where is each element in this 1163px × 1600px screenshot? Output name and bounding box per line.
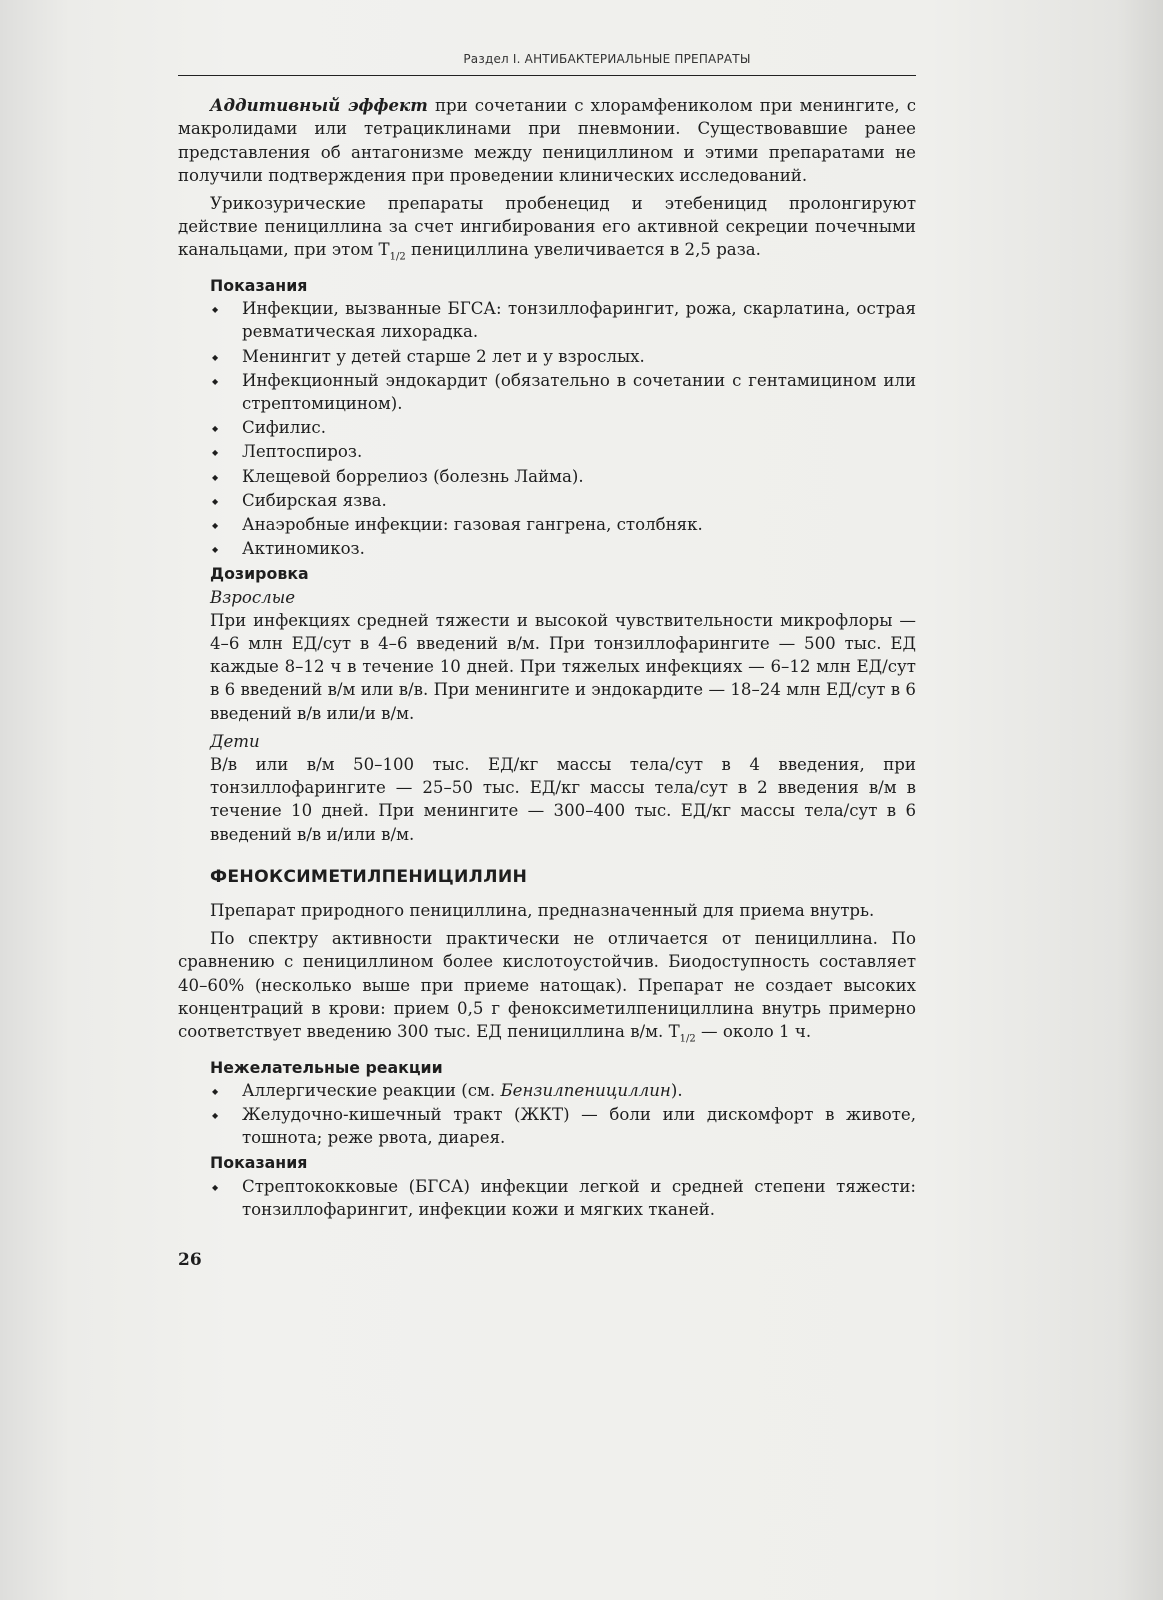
indications2-list	[178, 1175, 916, 1221]
uricosuric-paragraph	[178, 192, 916, 269]
indications-list	[178, 297, 916, 560]
additive-term: Аддитивный эффект	[210, 95, 428, 116]
drug-paragraph-2-text-a: По спектру активности практически не отличается от пенициллина. По сравнению с пенициллином более кислотоустойчив. Биодоступность составляет 40–60% (несколько выше при приеме натощак). Препарат не создает высоких концентраций в крови: прием 0,5 г феноксиметилпенициллина внутрь примерно соответствует введению 300 тыс. ЕД пенициллина в/м. T	[178, 929, 916, 1042]
drug-paragraph-1: Препарат природного пенициллина, предназначенный для приема внутрь.	[210, 901, 875, 921]
dosage-heading: Дозировка	[210, 564, 309, 584]
list-item: ◆ Инфекции, вызванные БГСА: тонзиллофарингит, рожа, скарлатина, острая ревматическая лихорадка.	[242, 297, 916, 343]
list-item: ◆ Актиномикоз.	[242, 537, 916, 560]
book-page	[178, 48, 916, 1272]
drug-paragraph-2	[178, 927, 916, 1050]
adults-subheading: Взрослые	[210, 587, 296, 607]
list-item-text: ).	[670, 1080, 683, 1100]
list-item: ◆ Менингит у детей старше 2 лет и у взрослых.	[242, 345, 916, 368]
list-item	[242, 1103, 916, 1149]
children-subheading: Дети	[210, 731, 260, 751]
list-item: ◆ Клещевой боррелиоз (болезнь Лайма).	[242, 465, 916, 488]
adverse-heading: Нежелательные реакции	[210, 1057, 443, 1077]
running-head: Раздел I. АНТИБАКТЕРИАЛЬНЫЕ ПРЕПАРАТЫ	[178, 48, 916, 76]
half-life-subscript: 1/2	[389, 251, 406, 263]
adverse-list	[178, 1079, 916, 1150]
additive-text: при сочетании с хлорамфениколом при менингите, с макролидами или тетрациклинами при пневмонии. Существовавшие ранее представления об антагонизме между пенициллином и этими препаратами не получили подтверждения при проведении клинических исследований.	[178, 96, 917, 185]
list-item: ◆ Инфекционный эндокардит (обязательно в сочетании с гентамицином или стрептомицином).	[242, 369, 916, 415]
children-dosage-text: В/в или в/м 50–100 тыс. ЕД/кг массы тела/сут в 4 введения, при тонзиллофарингите — 25–50 тыс. ЕД/кг массы тела/сут в 2 введения в/м в течение 10 дней. При менингите — 300–400 тыс. ЕД/кг массы тела/сут в 6 введений в/в и/или в/м.	[210, 755, 916, 844]
list-item-text: Аллергические реакции (см.	[242, 1080, 501, 1100]
indications2-heading: Показания	[210, 1153, 308, 1173]
drug-paragraph-2-text-b: — около 1 ч.	[695, 1022, 812, 1042]
list-item: ◆ Стрептококковые (БГСА) инфекции легкой и средней степени тяжести: тонзиллофарингит, инфекции кожи и мягких тканей.	[242, 1175, 916, 1221]
list-item: ◆ Лептоспироз.	[242, 440, 916, 463]
list-item: ◆ Сифилис.	[242, 416, 916, 439]
uricosuric-text-a: Урикозурические препараты пробенецид и этебеницид пролонгируют действие пенициллина за счет ингибирования его активной секреции почечными канальцами, при этом T	[178, 194, 916, 260]
adults-dosage-text: При инфекциях средней тяжести и высокой чувствительности микрофлоры — 4–6 млн ЕД/сут в 4–6 введений в/м. При тонзиллофарингите — 500 тыс. ЕД каждые 8–12 ч в течение 10 дней. При тяжелых инфекциях — 6–12 млн ЕД/сут в 6 введений в/м или в/в. При менингите и эндокардите — 18–24 млн ЕД/сут в 6 введений в/в или/и в/м.	[210, 610, 916, 723]
page-number: 26	[178, 1249, 202, 1270]
half-life-subscript: 1/2	[679, 1033, 696, 1045]
drug-title: ФЕНОКСИМЕТИЛПЕНИЦИЛЛИН	[210, 866, 528, 887]
indications-heading: Показания	[210, 275, 308, 295]
list-item	[242, 1079, 916, 1102]
uricosuric-text-b: пенициллина увеличивается в 2,5 раза.	[405, 240, 761, 260]
additive-paragraph	[178, 94, 916, 187]
list-item: ◆ Сибирская язва.	[242, 489, 916, 512]
list-item-text: Желудочно-кишечный тракт (ЖКТ) — боли или дискомфорт в животе, тошнота; реже рвота, диарея.	[242, 1104, 916, 1148]
cross-reference: Бензилпенициллин	[500, 1080, 671, 1100]
list-item: ◆ Анаэробные инфекции: газовая гангрена, столбняк.	[242, 513, 916, 536]
